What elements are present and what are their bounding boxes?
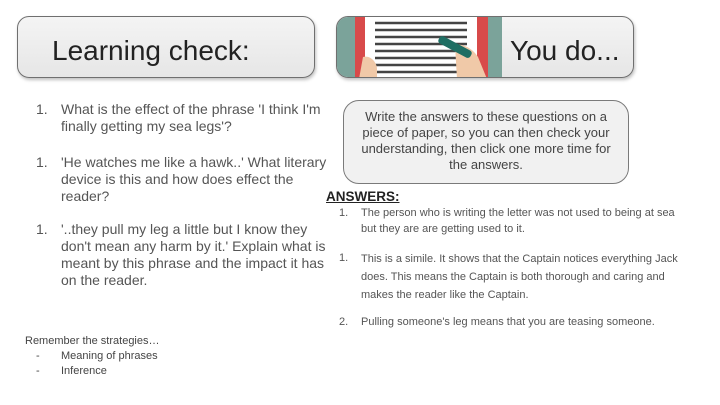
- answer-number: 1.: [339, 252, 349, 264]
- strategy-item: [25, 364, 160, 379]
- question-number: 1.: [36, 154, 48, 170]
- answer-text: [361, 314, 655, 330]
- strategy-item: [25, 349, 160, 364]
- question-line: meant by this phrase and the impact it has: [61, 255, 325, 271]
- you-do-title: You do...: [510, 35, 620, 66]
- strategy-label: Meaning of phrases: [61, 350, 158, 362]
- question-number: 1.: [36, 221, 48, 237]
- answer-number: 1.: [339, 207, 349, 219]
- answer-number: 2.: [339, 316, 349, 328]
- learning-check-title-box: [17, 16, 315, 78]
- answer-line: Pulling someone's leg means that you are teasing someone.: [361, 316, 655, 328]
- bullet-dash: -: [36, 365, 40, 377]
- question-text: [61, 221, 325, 289]
- instructions-line: Write the answers to these questions on a: [365, 109, 607, 124]
- question-line: What is the effect of the phrase 'I think I'm: [61, 101, 321, 117]
- answer-text: [361, 205, 675, 237]
- question-text: [61, 154, 326, 205]
- answer-line: makes the reader like the Captain.: [361, 289, 529, 301]
- reminder-heading: Remember the strategies…: [25, 335, 160, 347]
- strategies-reminder: [25, 334, 160, 379]
- question-line: 'He watches me like a hawk..' What literary: [61, 154, 327, 170]
- question-line: don't mean any harm by it.' Explain what is: [61, 238, 326, 254]
- question-line: '..they pull my leg a little but I know they: [61, 221, 308, 237]
- writing-on-paper-illustration: [337, 17, 502, 78]
- question-line: reader?: [61, 188, 110, 204]
- instructions-line: the answers.: [449, 157, 523, 172]
- instructions-line: piece of paper, so you can then check your: [362, 125, 610, 140]
- question-line: on the reader.: [61, 272, 148, 288]
- answer-line: This is a simile. It shows that the Captain notices everything Jack: [361, 253, 678, 265]
- answer-line: The person who is writing the letter was not used to being at sea: [361, 207, 675, 219]
- learning-check-title: Learning check:: [52, 35, 250, 66]
- you-do-title-box: [336, 16, 634, 78]
- instructions-line: understanding, then click one more time for: [361, 141, 611, 156]
- question-text: [61, 101, 321, 135]
- answer-text: [361, 250, 678, 304]
- question-number: 1.: [36, 101, 48, 117]
- answer-line: but they are are getting used to it.: [361, 223, 525, 235]
- question-line: device is this and how does effect the: [61, 171, 294, 187]
- instructions-box: [343, 100, 629, 184]
- answer-line: does. This means the Captain is both thorough and caring and: [361, 271, 665, 283]
- strategy-label: Inference: [61, 365, 107, 377]
- bullet-dash: -: [36, 350, 40, 362]
- question-line: finally getting my sea legs'?: [61, 118, 232, 134]
- answers-heading: ANSWERS:: [326, 189, 400, 204]
